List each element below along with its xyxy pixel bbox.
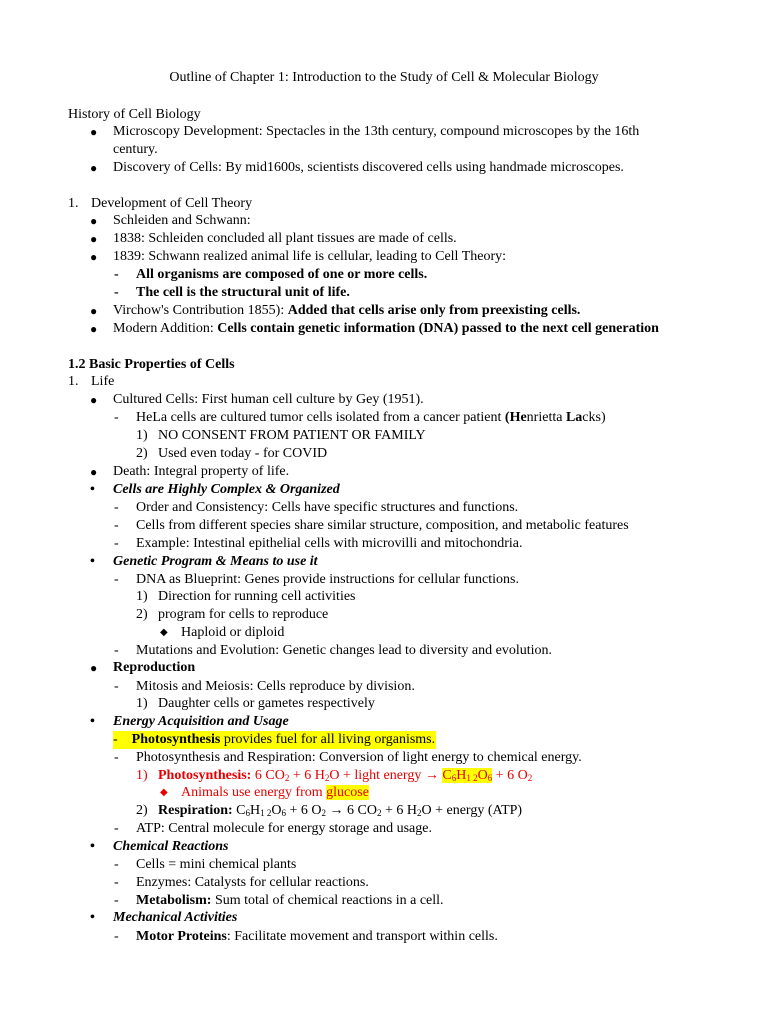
bullet-icon: ● bbox=[90, 232, 98, 246]
equation-text: O bbox=[271, 803, 282, 818]
subscript: 6 bbox=[451, 773, 457, 783]
photosynthesis-bold: Photosynthesis bbox=[131, 732, 221, 747]
bullet-icon: ● bbox=[90, 250, 98, 264]
hela-paren: ( bbox=[504, 410, 510, 425]
bullet-icon: ● bbox=[90, 661, 98, 675]
equation-text: 6 CO bbox=[347, 803, 377, 818]
death: Death: Integral property of life. bbox=[113, 464, 290, 479]
bullet-icon: ● bbox=[90, 304, 98, 318]
dash-icon: - bbox=[114, 410, 119, 425]
diamond-icon: ◆ bbox=[160, 627, 168, 638]
bullet-icon: • bbox=[90, 910, 95, 925]
equation-text: + 6 H bbox=[289, 768, 325, 783]
equation-text: C bbox=[442, 768, 452, 783]
genetic-item-1: Direction for running cell activities bbox=[158, 589, 356, 604]
modern-prefix: Modern Addition: bbox=[113, 321, 218, 336]
subscript: 6 bbox=[487, 773, 493, 783]
dash-icon: - bbox=[114, 536, 119, 551]
photosynthesis-equation bbox=[158, 767, 532, 785]
mitosis-meiosis: Mitosis and Meiosis: Cells reproduce by division. bbox=[136, 679, 415, 694]
animals-text: Animals use energy from bbox=[181, 785, 327, 800]
subscript: 6 bbox=[281, 808, 287, 818]
subscript: 1 2 bbox=[260, 808, 272, 818]
bullet-icon: • bbox=[90, 482, 95, 497]
motor-rest: : Facilitate movement and transport within cells. bbox=[226, 929, 498, 944]
glucose-formula bbox=[442, 768, 492, 783]
hela-cells bbox=[136, 409, 606, 427]
hela-nrietta: nrietta bbox=[526, 410, 566, 425]
cell-theory-heading: Development of Cell Theory bbox=[91, 196, 253, 211]
dash-icon: - bbox=[114, 821, 119, 836]
dash-icon: - bbox=[114, 679, 119, 694]
subscript: 2 bbox=[376, 808, 382, 818]
arrow-icon: → bbox=[326, 803, 348, 818]
hela-cks: cks) bbox=[582, 410, 606, 425]
subscript: 2 bbox=[527, 773, 533, 783]
document-title: Outline of Chapter 1: Introduction to the Study of Cell & Molecular Biology bbox=[169, 70, 599, 85]
dash-icon: - bbox=[114, 572, 119, 587]
reproduction-item-1: Daughter cells or gametes respectively bbox=[158, 696, 375, 711]
dash-icon: - bbox=[114, 893, 119, 908]
bullet-icon: • bbox=[90, 839, 95, 854]
schleiden-1838: 1838: Schleiden concluded all plant tissues are made of cells. bbox=[113, 231, 457, 246]
mutations-evolution: Mutations and Evolution: Genetic changes lead to diversity and evolution. bbox=[136, 643, 553, 658]
equation-label: Photosynthesis: bbox=[158, 768, 252, 783]
chemical-heading: Chemical Reactions bbox=[113, 839, 229, 854]
complex-heading: Cells are Highly Complex & Organized bbox=[113, 482, 340, 497]
virchow-contribution bbox=[113, 302, 580, 320]
subscript: 2 bbox=[324, 773, 330, 783]
equation-text: O + light energy bbox=[329, 768, 425, 783]
microscopy-line-2: century. bbox=[113, 142, 158, 157]
list-number: 2) bbox=[136, 803, 148, 818]
dash-icon: - bbox=[114, 518, 119, 533]
example-epithelial: Example: Intestinal epithelial cells with microvilli and mitochondria. bbox=[136, 536, 523, 551]
enzymes: Enzymes: Catalysts for cellular reactions. bbox=[136, 875, 369, 890]
dash-icon: - bbox=[113, 732, 118, 747]
hela-item-2: Used even today - for COVID bbox=[158, 446, 328, 461]
dash-icon: - bbox=[114, 875, 119, 890]
subscript: 2 bbox=[321, 808, 327, 818]
hela-text: HeLa cells are cultured tumor cells isolated from a cancer patient bbox=[136, 410, 505, 425]
motor-bold: Motor Proteins bbox=[136, 929, 227, 944]
mechanical-heading: Mechanical Activities bbox=[113, 910, 238, 925]
cell-theory-tenet-1: All organisms are composed of one or more cells. bbox=[136, 267, 428, 282]
virchow-prefix: Virchow's Contribution 1855): bbox=[113, 303, 288, 318]
glucose-highlight: glucose bbox=[326, 785, 369, 800]
list-number: 2) bbox=[136, 607, 148, 622]
list-number: 1) bbox=[136, 589, 148, 604]
metabolism-rest: Sum total of chemical reactions in a cell. bbox=[211, 893, 444, 908]
dash-icon: - bbox=[114, 500, 119, 515]
photosynthesis-respiration: Photosynthesis and Respiration: Conversion of light energy to chemical energy. bbox=[136, 750, 582, 765]
bullet-icon: ● bbox=[90, 161, 98, 175]
equation-text: O + energy (ATP) bbox=[421, 803, 523, 818]
microscopy-line-1: Microscopy Development: Spectacles in the 13th century, compound microscopes by the 16th bbox=[113, 124, 640, 139]
schleiden-schwann: Schleiden and Schwann: bbox=[113, 213, 251, 228]
list-number: 1) bbox=[136, 428, 148, 443]
equation-text: O bbox=[477, 768, 488, 783]
history-heading: History of Cell Biology bbox=[68, 107, 201, 122]
bullet-icon: • bbox=[90, 714, 95, 729]
equation-text: H bbox=[250, 803, 261, 818]
bullet-icon: ● bbox=[90, 465, 98, 479]
subscript: 1 2 bbox=[466, 773, 478, 783]
discovery-of-cells: Discovery of Cells: By mid1600s, scientists discovered cells using handmade microscopes. bbox=[113, 160, 624, 175]
cultured-cells: Cultured Cells: First human cell culture by Gey (1951). bbox=[113, 392, 424, 407]
equation-text: + 6 O bbox=[492, 768, 528, 783]
species-similarity: Cells from different species share similar structure, composition, and metabolic features bbox=[136, 518, 629, 533]
subscript: 6 bbox=[245, 808, 251, 818]
bullet-icon: ● bbox=[90, 393, 98, 407]
equation-text: H bbox=[456, 768, 467, 783]
mini-chemical-plants: Cells = mini chemical plants bbox=[136, 857, 297, 872]
cell-theory-number: 1. bbox=[68, 196, 79, 211]
dash-icon: - bbox=[114, 750, 119, 765]
bullet-icon: ● bbox=[90, 214, 98, 228]
dna-blueprint: DNA as Blueprint: Genes provide instructions for cellular functions. bbox=[136, 572, 519, 587]
order-consistency: Order and Consistency: Cells have specific structures and functions. bbox=[136, 500, 519, 515]
diamond-icon: ◆ bbox=[160, 787, 168, 798]
list-number: 1) bbox=[136, 768, 148, 783]
bullet-icon: ● bbox=[90, 322, 98, 336]
dash-icon: - bbox=[114, 857, 119, 872]
equation-text: + 6 H bbox=[381, 803, 417, 818]
hela-item-1: NO CONSENT FROM PATIENT OR FAMILY bbox=[158, 428, 426, 443]
virchow-bold: Added that cells arise only from preexisting cells. bbox=[287, 303, 581, 318]
list-number: 1) bbox=[136, 696, 148, 711]
haploid-diploid: Haploid or diploid bbox=[181, 625, 285, 640]
hela-la: La bbox=[565, 410, 583, 425]
bullet-icon: • bbox=[90, 554, 95, 569]
dash-icon: - bbox=[114, 267, 119, 282]
dash-icon: - bbox=[114, 285, 119, 300]
dash-icon: - bbox=[114, 929, 119, 944]
arrow-icon: → bbox=[424, 768, 439, 783]
equation-text: 6 CO bbox=[251, 768, 285, 783]
motor-proteins bbox=[136, 928, 498, 946]
dash-icon: - bbox=[114, 643, 119, 658]
bullet-icon: ● bbox=[90, 125, 98, 139]
modern-bold: Cells contain genetic information (DNA) passed to the next cell generation bbox=[217, 321, 659, 336]
genetic-item-2: program for cells to reproduce bbox=[158, 607, 329, 622]
photosynthesis-rest: provides fuel for all living organisms. bbox=[220, 732, 436, 747]
atp-molecule: ATP: Central molecule for energy storage and usage. bbox=[136, 821, 432, 836]
equation-label: Respiration: bbox=[158, 803, 233, 818]
modern-addition bbox=[113, 320, 659, 338]
respiration-equation bbox=[158, 802, 522, 820]
life-label: Life bbox=[91, 374, 115, 389]
energy-heading: Energy Acquisition and Usage bbox=[113, 714, 289, 729]
schwann-1839: 1839: Schwann realized animal life is cellular, leading to Cell Theory: bbox=[113, 249, 507, 264]
equation-text: + 6 O bbox=[286, 803, 322, 818]
cell-theory-tenet-2: The cell is the structural unit of life. bbox=[136, 285, 350, 300]
metabolism-bold: Metabolism: bbox=[136, 893, 212, 908]
animals-glucose bbox=[181, 784, 369, 802]
life-number: 1. bbox=[68, 374, 79, 389]
equation-text: C bbox=[232, 803, 246, 818]
metabolism bbox=[136, 892, 444, 910]
reproduction-heading: Reproduction bbox=[113, 660, 196, 675]
list-number: 2) bbox=[136, 446, 148, 461]
photosynthesis-fuel bbox=[113, 731, 436, 749]
hela-he: He bbox=[509, 410, 527, 425]
genetic-heading: Genetic Program & Means to use it bbox=[113, 554, 318, 569]
basic-properties-heading: 1.2 Basic Properties of Cells bbox=[68, 357, 235, 372]
subscript: 2 bbox=[417, 808, 422, 818]
subscript: 2 bbox=[284, 773, 290, 783]
